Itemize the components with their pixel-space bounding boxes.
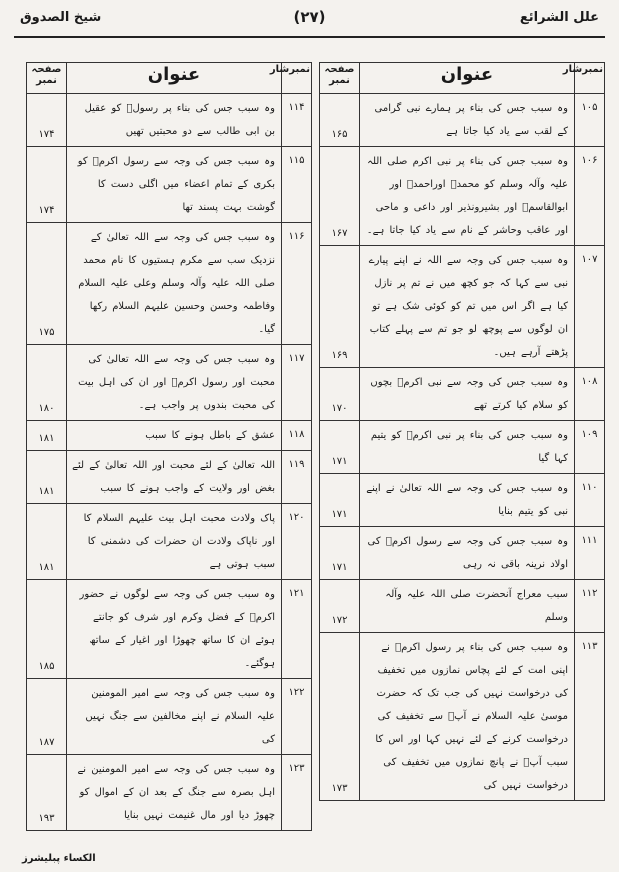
entry-title: عشق کے باطل ہونے کا سبب bbox=[67, 421, 282, 451]
column-header-page: صفحہ نمبر bbox=[27, 63, 67, 94]
entry-page: ۱۶۹ bbox=[320, 246, 360, 368]
entry-title: وہ سبب جس کی وجہ سے رسول اکرمؐ کو بکری کے تمام اعضاء میں اگلی دست کا گوشت بہت پسند تھا bbox=[67, 147, 282, 223]
table-row bbox=[27, 223, 312, 345]
entry-title: وہ سبب جس کی بناء پر نبی اکرمؐ کو یتیم کہا گیا bbox=[360, 421, 575, 474]
table-row bbox=[320, 147, 605, 246]
entry-title: وہ سبب جس کی بناء پر رسولؐ کو عقیل بن ابی طالب سے دو محبتیں تھیں bbox=[67, 94, 282, 147]
table-row bbox=[320, 580, 605, 633]
table-row bbox=[320, 94, 605, 147]
entry-title: وہ سبب جس کی بناء پر نبی اکرم صلی اللہ علیہ وآلہ وسلم کو محمدؐ اوراحمدؐ اور ابوالقاسمؐ اور بشیرونذیر اور داعی و ماحی اور عاقب وحاشر کے نام سے یاد کیا جاتا ہے۔ bbox=[360, 147, 575, 246]
entry-title: وہ سبب جس کی وجہ سے اللہ تعالیٰ کے نزدیک سب سے مکرم ہستیوں کا نام محمد صلی اللہ علیہ وآلہ وسلم وعلی علیہ السلام وفاطمہ وحسن وحسین علیہم السلام رکھا گیا۔ bbox=[67, 223, 282, 345]
page-header bbox=[20, 6, 599, 32]
entry-number: ۱۱۹ bbox=[282, 451, 312, 504]
entry-number: ۱۱۴ bbox=[282, 94, 312, 147]
table-row bbox=[27, 451, 312, 504]
entry-title: وہ سبب جس کی وجہ سے اللہ نے اپنے پیارے نبی سے کہا کہ جو کچھ میں نے تم پر نازل کیا ہے اگر اس میں تم کو کوئی شک ہے تو ان لوگوں سے پوچھ لو جو تم سے پہلے کتاب پڑھتے آرہے ہیں۔ bbox=[360, 246, 575, 368]
toc-table-right bbox=[319, 62, 605, 801]
table-row bbox=[27, 679, 312, 755]
entry-title: وہ سبب جس کی وجہ سے امیر المومنین علیہ السلام نے اپنے مخالفین سے جنگ نہیں کی bbox=[67, 679, 282, 755]
entry-number: ۱۰۵ bbox=[575, 94, 605, 147]
entry-number: ۱۱۵ bbox=[282, 147, 312, 223]
entry-number: ۱۲۱ bbox=[282, 580, 312, 679]
table-row bbox=[27, 147, 312, 223]
entry-page: ۱۷۴ bbox=[27, 147, 67, 223]
entry-number: ۱۲۰ bbox=[282, 504, 312, 580]
book-title: علل الشرائع bbox=[519, 10, 599, 25]
entry-page: ۱۹۳ bbox=[27, 755, 67, 831]
entry-page: ۱۷۲ bbox=[320, 580, 360, 633]
entry-page: ۱۷۰ bbox=[320, 368, 360, 421]
entry-number: ۱۲۲ bbox=[282, 679, 312, 755]
entry-page: ۱۶۵ bbox=[320, 94, 360, 147]
table-row bbox=[27, 345, 312, 421]
table-row bbox=[320, 474, 605, 527]
entry-number: ۱۰۷ bbox=[575, 246, 605, 368]
entry-page: ۱۸۵ bbox=[27, 580, 67, 679]
entry-page: ۱۷۱ bbox=[320, 421, 360, 474]
entry-title: وہ سبب جس کی بناء پر ہمارے نبی گرامی کے لقب سے یاد کیا جاتا ہے bbox=[360, 94, 575, 147]
entry-page: ۱۸۱ bbox=[27, 504, 67, 580]
table-row bbox=[320, 246, 605, 368]
table-row bbox=[27, 580, 312, 679]
column-header-number: نمبرشار bbox=[575, 63, 605, 94]
table-row bbox=[320, 633, 605, 801]
author-name: شیخ الصدوق bbox=[20, 10, 102, 25]
entry-title: وہ سبب جس کی وجہ سے اللہ تعالیٰ کی محبت اور رسول اکرمؐ اور ان کی اہل بیت کی محبت بندوں پر واجب ہے۔ bbox=[67, 345, 282, 421]
entry-page: ۱۷۱ bbox=[320, 474, 360, 527]
entry-number: ۱۱۷ bbox=[282, 345, 312, 421]
entry-number: ۱۱۶ bbox=[282, 223, 312, 345]
entry-title: وہ سبب جس کی بناء پر رسول اکرمؐ نے اپنی امت کے لئے پچاس نمازوں میں تخفیف کی درخواست نہیں کی جب تک کہ حضرت موسیٰ علیہ السلام نے آپؐ سے تخفیف کی درخواست کرنے کے لئے نہیں کہا اور اس کا سبب آپؐ نے پانچ نمازوں میں تخفیف کی درخواست نہیں کی bbox=[360, 633, 575, 801]
table-row bbox=[320, 368, 605, 421]
table-row bbox=[27, 755, 312, 831]
toc-table-left bbox=[26, 62, 312, 831]
entry-page: ۱۷۴ bbox=[27, 94, 67, 147]
entry-title: وہ سبب جس کی وجہ سے لوگوں نے حضور اکرمؐ کے فضل وکرم اور شرف کو جانتے ہوئے ان کا ساتھ چھوڑا اور اغیار کے ساتھ ہوگئے۔ bbox=[67, 580, 282, 679]
entry-page: ۱۸۱ bbox=[27, 421, 67, 451]
entry-number: ۱۱۸ bbox=[282, 421, 312, 451]
publisher-footer: الکساء پبلیشرز bbox=[22, 853, 96, 864]
entry-title: وہ سبب جس کی وجہ سے رسول اکرمؐ کی اولاد نرینہ باقی نہ رہی bbox=[360, 527, 575, 580]
entry-number: ۱۱۱ bbox=[575, 527, 605, 580]
column-header-page: صفحہ نمبر bbox=[320, 63, 360, 94]
entry-page: ۱۷۱ bbox=[320, 527, 360, 580]
entry-page: ۱۸۷ bbox=[27, 679, 67, 755]
table-header-row bbox=[27, 63, 312, 94]
entry-title: سبب معراج آنحضرت صلی اللہ علیہ وآلہ وسلم bbox=[360, 580, 575, 633]
entry-number: ۱۲۳ bbox=[282, 755, 312, 831]
entry-number: ۱۰۹ bbox=[575, 421, 605, 474]
table-row bbox=[320, 527, 605, 580]
entry-page: ۱۸۰ bbox=[27, 345, 67, 421]
entry-page: ۱۷۳ bbox=[320, 633, 360, 801]
entry-page: ۱۶۷ bbox=[320, 147, 360, 246]
entry-number: ۱۱۳ bbox=[575, 633, 605, 801]
header-divider bbox=[14, 36, 605, 38]
table-row bbox=[27, 94, 312, 147]
entry-number: ۱۰۸ bbox=[575, 368, 605, 421]
table-header-row bbox=[320, 63, 605, 94]
entry-number: ۱۱۰ bbox=[575, 474, 605, 527]
entry-title: وہ سبب جس کی وجہ سے اللہ تعالیٰ نے اپنے نبی کو یتیم بنایا bbox=[360, 474, 575, 527]
table-row bbox=[27, 421, 312, 451]
entry-title: وہ سبب جس کی وجہ سے امیر المومنین نے اہل بصرہ سے جنگ کے بعد ان کے اموال کو چھوڑ دیا اور مال غنیمت نہیں بنایا bbox=[67, 755, 282, 831]
entry-title: پاک ولادت محبت اہل بیت علیہم السلام کا اور ناپاک ولادت ان حضرات کی دشمنی کا سبب ہوتی ہے bbox=[67, 504, 282, 580]
table-row bbox=[27, 504, 312, 580]
page-number: (۲۷) bbox=[293, 8, 326, 26]
table-row bbox=[320, 421, 605, 474]
entry-page: ۱۷۵ bbox=[27, 223, 67, 345]
entry-title: وہ سبب جس کی وجہ سے نبی اکرمؐ بچوں کو سلام کیا کرتے تھے bbox=[360, 368, 575, 421]
entry-title: اللہ تعالیٰ کے لئے محبت اور اللہ تعالیٰ کے لئے بغض اور ولایت کے واجب ہونے کا سبب bbox=[67, 451, 282, 504]
entry-number: ۱۱۲ bbox=[575, 580, 605, 633]
entry-page: ۱۸۱ bbox=[27, 451, 67, 504]
column-header-title: عنوان bbox=[360, 63, 575, 94]
entry-number: ۱۰۶ bbox=[575, 147, 605, 246]
column-header-number: نمبرشار bbox=[282, 63, 312, 94]
column-header-title: عنوان bbox=[67, 63, 282, 94]
